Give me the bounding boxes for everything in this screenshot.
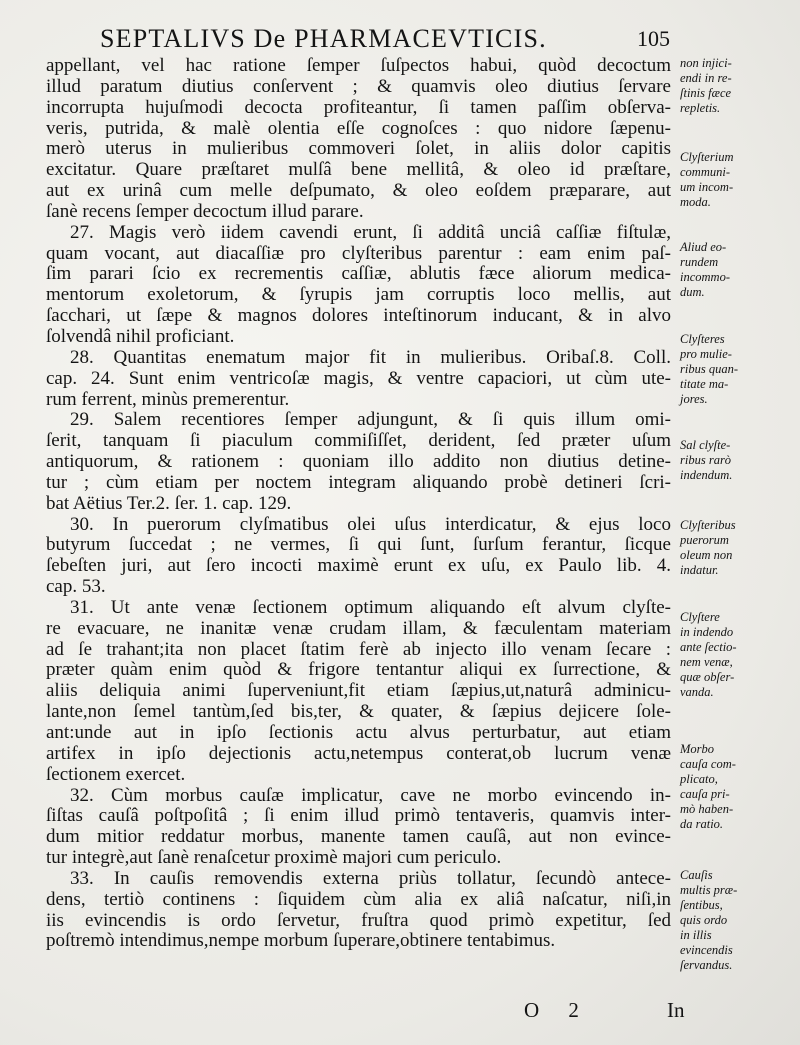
margin-note-line: plicato, [680,772,718,786]
text-line: 33. In cauſis removendis externa priùs tollatur, ſecundò antece- [70,868,671,889]
text-line: butyrum ſuccedat ; ne vermes, ſi qui ſunt, ſurſum ferantur, ſicque [46,535,671,556]
margin-note-line: ſervandus. [680,958,733,972]
text-line: rum ferrent, minùs premerentur. [46,389,290,410]
margin-note-line: dum. [680,285,705,299]
margin-note-line: Cauſis [680,868,713,882]
text-line: 28. Quantitas enematum major fit in mulieribus. Oribaſ.8. Coll. [70,347,671,368]
margin-note-line: Sal clyſte- [680,438,731,452]
text-line: antiquorum, & rationem : quoniam illo addito non diutius detine- [46,452,671,473]
margin-note-line: ribus quan- [680,362,738,376]
margin-note [680,56,798,116]
margin-note-line: jores. [680,392,708,406]
text-line: excitatur. Quare præſtaret mulſâ bene mellitâ, & oleo id præſtare, [46,160,671,181]
text-line: 30. In puerorum clyſmatibus olei uſus interdicatur, & ejus loco [70,514,671,535]
margin-note-line: non injici- [680,56,732,70]
text-line: lante,non ſemel tantùm,ſed bis,ter, & quater, & ſæpius dejicere ſole- [46,702,671,723]
margin-note-line: Clyſtere [680,610,720,624]
margin-note-line: Morbo [680,742,715,756]
margin-note-line: communi- [680,165,730,179]
margin-note-line: ſtinis fæce [680,86,732,100]
text-line: dum mitior reddatur morbus, manente tamen cauſâ, aut non evince- [46,827,671,848]
signature-mark: O 2 [524,998,591,1022]
margin-note-line: Aliud eo- [680,240,727,254]
margin-note-line: in indendo [680,625,734,639]
margin-note-line: endi in re- [680,71,732,85]
text-line: ſacchari, ut ſæpe & magnos dolores inteſtinorum inducant, & in alvo [46,306,671,327]
margin-note-line: Clyſterium [680,150,734,164]
margin-note-line: oleum non [680,548,733,562]
margin-note-line: mò haben- [680,802,734,816]
margin-note [680,868,798,973]
margin-note-line: in illis [680,928,712,942]
margin-note-line: Clyſteres [680,332,725,346]
margin-note-line: nem venæ, [680,655,733,669]
catchword: In [667,998,685,1022]
text-line: 27. Magis verò iidem cavendi erunt, ſi additâ unciâ caſſiæ fiſtulæ, [70,222,671,243]
text-line: præter quàm enim quòd & frigore tentantur aliqui ex ſurrectione, & [46,660,671,681]
margin-note-line: vanda. [680,685,714,699]
text-line: ſectionem exercet. [46,764,186,785]
text-line: ſolvendâ nihil proficiant. [46,326,235,347]
text-line: cap. 24. Sunt enim ventricoſæ magis, & ventre capaciori, ut cùm ute- [46,368,671,389]
margin-note-line: rundem [680,255,719,269]
text-line: ad ſe trahant;ita non placet ſtatim ferè ab injecto illo venam ſecare : [46,639,671,660]
text-line: merò uterus in mulieribus commoveri ſolet, in aliis dolor capitis [46,139,671,160]
margin-note-line: multis præ- [680,883,738,897]
margin-note [680,332,798,407]
text-line: aut ex urinâ cum melle deſpumato, & oleo eoſdem præparare, aut [46,181,671,202]
margin-note-line: repletis. [680,101,721,115]
margin-note [680,240,798,300]
text-line: bat Aëtius Ter.2. ſer. 1. cap. 129. [46,493,292,514]
margin-note-line: cauſa com- [680,757,736,771]
text-line: ſim parari ſcio ex recrementis caſſiæ, ablutis fæce aliorum medica- [46,264,671,285]
margin-note-line: um incom- [680,180,734,194]
text-line: aliis deliquia animi ſuperveniunt,fit etiam ſæpius,ut,naturâ adminicu- [46,681,671,702]
margin-note-line: ante ſectio- [680,640,737,654]
margin-note [680,150,798,210]
running-title: SEPTALIVS De PHARMACEVTICIS. [100,24,547,53]
text-line: ſanè recens ſemper decoctum illud parare. [46,201,364,222]
text-line: tur integrè,aut ſanè renaſcetur proximè majori cum periculo. [46,848,502,869]
margin-note [680,610,798,700]
margin-note-line: quis ordo [680,913,728,927]
text-line: ſiſtas cauſâ poſtpoſitâ ; ſi enim illud primò tentaveris, quamvis inter- [46,806,671,827]
text-line: ſerit, tanquam ſi piaculum commiſiſſet, derident, ſed præter uſum [46,431,671,452]
margin-note-line: incommo- [680,270,730,284]
margin-note-line: indendum. [680,468,733,482]
text-line: quam vocant, aut diacaſſiæ pro clyſteribus parentur : eam enim paſ- [46,243,671,264]
margin-note-line: cauſa pri- [680,787,730,801]
text-line: iis evincendis is ordo ſervetur, fruſtra quod primò expetitur, ſed [46,910,671,931]
text-line: artifex in ipſo dejectionis actu,netempus conterat,ob lucrum venæ [46,743,671,764]
margin-note [680,518,798,578]
text-line: re evacuare, ne inanitæ venæ crudam illam, & fæculentam materiam [46,618,671,639]
running-header [100,24,700,54]
margin-note [680,438,798,483]
margin-note-line: da ratio. [680,817,724,831]
margin-note-line: indatur. [680,563,719,577]
page-number: 105 [637,26,670,51]
margin-note-line: quæ obſer- [680,670,735,684]
text-line: veris, putrida, & malè olentia eſſe cognoſces : quo nidore ſæpenu- [46,118,671,139]
margin-note-line: puerorum [680,533,729,547]
text-line: ſebeſten juri, aut ſero incocti maximè erunt ex uſu, ex Paulo lib. 4. [46,556,671,577]
text-line: 31. Ut ante venæ ſectionem optimum aliquando eſt alvum clyſte- [70,597,671,618]
text-line: mentorum exoletorum, & ſyrupis jam corruptis loco mellis, aut [46,285,671,306]
text-line: ant:unde aut in ipſo ſectionis actu alvus perturbatur, aut etiam [46,723,671,743]
margin-note-line: titate ma- [680,377,729,391]
text-line: 32. Cùm morbus cauſæ implicatur, cave ne morbo evincendo in- [70,785,671,806]
margin-note-line: ribus rarò [680,453,732,467]
text-line: appellant, vel hac ratione ſemper ſuſpectos habui, quòd decoctum [46,56,671,76]
margin-note [680,742,798,832]
text-line: 29. Salem recentiores ſemper adjungunt, & ſi quis illum omi- [70,410,671,431]
text-line: incorrupta hujuſmodi decocta profiteantur, ſi tamen paſſim obſerva- [46,97,671,118]
text-line: cap. 53. [46,577,106,598]
main-text-block [46,56,671,952]
margin-note-line: evincendis [680,943,733,957]
margin-note-line: ſentibus, [680,898,723,912]
margin-note-line: Clyſteribus [680,518,736,532]
text-line: dens, tertiò continens : ſiquidem cùm alia ex aliâ naſcatur, niſi,in [46,889,671,910]
text-line: poſtremò intendimus,nempe morbum ſuperare,obtinere tentabimus. [46,931,556,952]
page-footer [0,998,800,1028]
margin-note-line: moda. [680,195,711,209]
margin-note-line: pro mulie- [680,347,732,361]
text-line: tur ; cùm etiam per noctem integram aliquando probè detineri ſcri- [46,472,671,493]
text-line: illud paratum diutius conſervent ; & quamvis oleo diutius ſervare [46,76,671,97]
